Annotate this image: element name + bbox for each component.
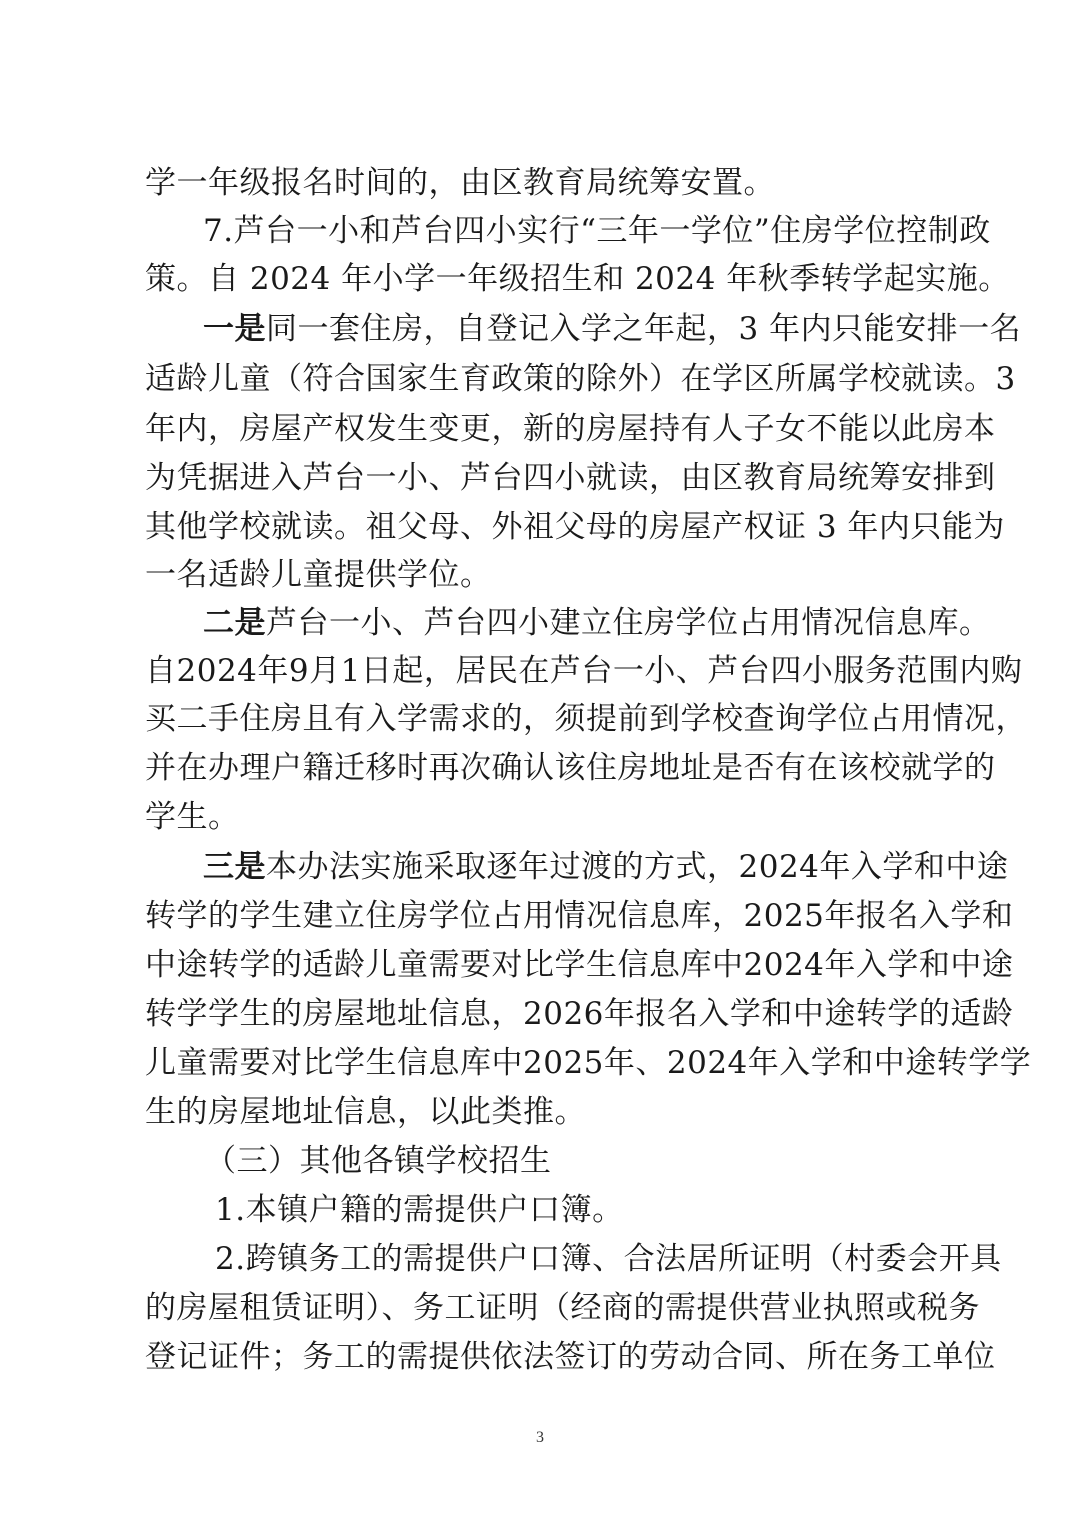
text-line: 年内，房屋产权发生变更，新的房屋持有人子女不能以此房本 [145,411,996,447]
text-line: 适龄儿童（符合国家生育政策的除外）在学区所属学校就读。3 [145,361,1016,397]
text-line: 儿童需要对比学生信息库中2025年、2024年入学和中途转学学 [145,1045,1032,1081]
text-line: 的房屋租赁证明）、务工证明（经商的需提供营业执照或税务 [145,1290,980,1326]
text-line: 7.芦台一小和芦台四小实行“三年一学位”住房学位控制政 [203,213,991,249]
text-line: 登记证件；务工的需提供依法签订的劳动合同、所在务工单位 [145,1339,996,1375]
text-line: 学一年级报名时间的，由区教育局统筹安置。 [145,165,775,201]
text-line: 转学学生的房屋地址信息，2026年报名入学和中途转学的适龄 [145,996,1014,1032]
text-line: 转学的学生建立住房学位占用情况信息库，2025年报名入学和 [145,898,1014,934]
text-line [203,847,1009,887]
text-line: 生的房屋地址信息，以此类推。 [145,1094,586,1130]
text-line: 自2024年9月1日起，居民在芦台一小、芦台四小服务范围内购 [145,653,1023,689]
text-line: 并在办理户籍迁移时再次确认该住房地址是否有在该校就学的 [145,750,996,786]
page-number: 3 [536,1429,544,1446]
text-line: 其他学校就读。祖父母、外祖父母的房屋产权证 3 年内只能为 [145,509,1005,545]
bold-lead: 三是 [203,849,266,885]
text-line: 2.跨镇务工的需提供户口簿、合法居所证明（村委会开具 [215,1241,1002,1277]
text-line: 中途转学的适龄儿童需要对比学生信息库中2024年入学和中途 [145,947,1014,983]
text-line: 1.本镇户籍的需提供户口簿。 [215,1192,624,1228]
bold-lead: 二是 [203,605,266,641]
text-line [203,309,1022,349]
text-line: 一名适龄儿童提供学位。 [145,557,492,593]
text-line: 策。自 2024 年小学一年级招生和 2024 年秋季转学起实施。 [145,261,1010,297]
bold-lead: 一是 [203,311,266,347]
text-line: 买二手住房且有入学需求的，须提前到学校查询学位占用情况， [145,701,1027,737]
text-line [203,603,991,643]
text-run: 芦台一小、芦台四小建立住房学位占用情况信息库。 [266,605,991,641]
text-line: 学生。 [145,799,240,835]
section-heading: （三）其他各镇学校招生 [205,1143,552,1179]
text-line: 为凭据进入芦台一小、芦台四小就读，由区教育局统筹安排到 [145,460,996,496]
text-run: 同一套住房，自登记入学之年起，3 年内只能安排一名 [266,311,1022,347]
text-run: 本办法实施采取逐年过渡的方式，2024年入学和中途 [266,849,1009,885]
